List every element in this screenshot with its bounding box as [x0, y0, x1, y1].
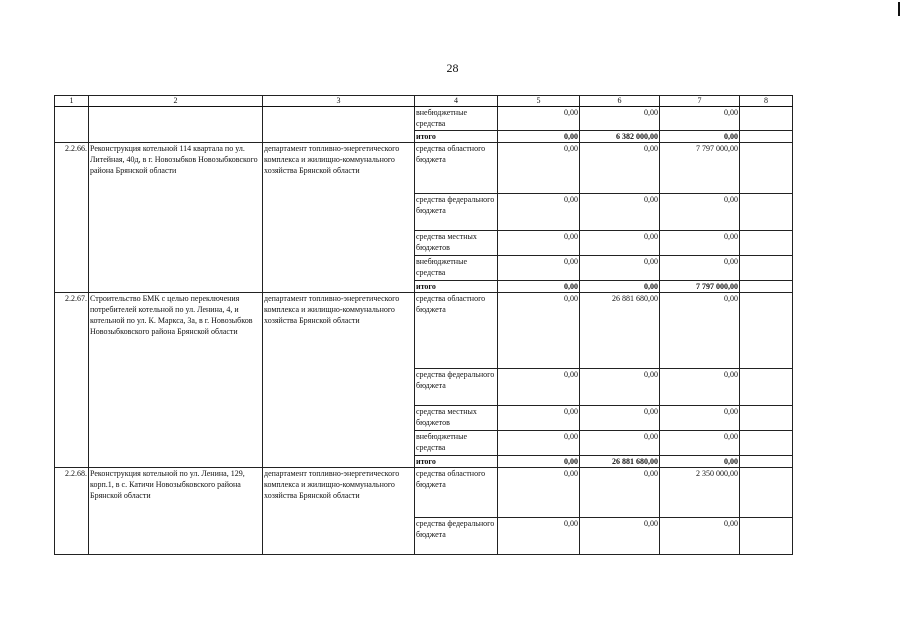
value-col8: [740, 107, 793, 131]
value-col6: 0,00: [580, 194, 660, 231]
funding-source: средства областного бюджета: [415, 293, 498, 369]
table-row: [55, 293, 793, 369]
table-row: [55, 143, 793, 194]
value-col6: 0,00: [580, 231, 660, 256]
column-header: 8: [740, 96, 793, 107]
item-number-cell: [55, 131, 89, 143]
value-col8: [740, 518, 793, 555]
value-col7: 7 797 000,00: [660, 143, 740, 194]
value-col8: [740, 256, 793, 281]
item-department: департамент топливно-энергетического комплекса и жилищно-коммунального хозяйства Брянской области: [263, 293, 415, 468]
value-col7: 0,00: [660, 369, 740, 406]
item-department: департамент топливно-энергетического комплекса и жилищно-коммунального хозяйства Брянской области: [263, 143, 415, 293]
value-col8: [740, 194, 793, 231]
item-number: 2.2.66.: [55, 143, 89, 293]
value-col5: 0,00: [498, 406, 580, 431]
value-col6: 0,00: [580, 406, 660, 431]
value-col7: 2 350 000,00: [660, 468, 740, 518]
value-col6: 0,00: [580, 107, 660, 131]
value-col7: 0,00: [660, 194, 740, 231]
value-col7: 0,00: [660, 293, 740, 369]
column-header: 1: [55, 96, 89, 107]
value-col8: [740, 131, 793, 143]
value-col6: 0,00: [580, 143, 660, 194]
value-col5: 0,00: [498, 281, 580, 293]
item-name-cell: [89, 131, 263, 143]
table-row: [55, 107, 793, 131]
value-col5: 0,00: [498, 293, 580, 369]
funding-source: средства областного бюджета: [415, 143, 498, 194]
table-row: [55, 468, 793, 518]
value-col6: 0,00: [580, 256, 660, 281]
item-department: департамент топливно-энергетического комплекса и жилищно-коммунального хозяйства Брянской области: [263, 468, 415, 555]
item-number-cell: [55, 107, 89, 131]
value-col7: 0,00: [660, 406, 740, 431]
funding-source: итого: [415, 281, 498, 293]
value-col8: [740, 431, 793, 456]
value-col5: 0,00: [498, 231, 580, 256]
value-col7: 0,00: [660, 231, 740, 256]
value-col5: 0,00: [498, 107, 580, 131]
value-col5: 0,00: [498, 194, 580, 231]
funding-source: внебюджетные средства: [415, 431, 498, 456]
value-col7: 0,00: [660, 131, 740, 143]
value-col6: 26 881 680,00: [580, 456, 660, 468]
funding-source: итого: [415, 131, 498, 143]
funding-source: средства местных бюджетов: [415, 231, 498, 256]
column-header: 5: [498, 96, 580, 107]
value-col6: 0,00: [580, 369, 660, 406]
funding-source: средства федерального бюджета: [415, 194, 498, 231]
page-number: 28: [446, 61, 459, 75]
value-col7: 0,00: [660, 107, 740, 131]
value-col6: 0,00: [580, 518, 660, 555]
value-col6: 0,00: [580, 468, 660, 518]
value-col7: 7 797 000,00: [660, 281, 740, 293]
scan-edge-mark: [898, 2, 900, 16]
item-number: 2.2.67.: [55, 293, 89, 468]
column-header: 2: [89, 96, 263, 107]
value-col6: 26 881 680,00: [580, 293, 660, 369]
item-dept-cell: [263, 131, 415, 143]
value-col5: 0,00: [498, 518, 580, 555]
value-col7: 0,00: [660, 431, 740, 456]
value-col8: [740, 468, 793, 518]
budget-table: [54, 95, 793, 555]
item-name: Реконструкция котельной 114 квартала по ул. Литейная, 40д, в г. Новозыбков Новозыбковского района Брянской области: [89, 143, 263, 293]
value-col8: [740, 293, 793, 369]
value-col8: [740, 406, 793, 431]
value-col5: 0,00: [498, 456, 580, 468]
value-col5: 0,00: [498, 431, 580, 456]
funding-source: средства федерального бюджета: [415, 518, 498, 555]
item-dept-cell: [263, 107, 415, 131]
column-header-row: [55, 96, 793, 107]
value-col6: 6 382 000,00: [580, 131, 660, 143]
value-col8: [740, 369, 793, 406]
column-header: 3: [263, 96, 415, 107]
value-col5: 0,00: [498, 131, 580, 143]
table-row: [55, 131, 793, 143]
column-header: 6: [580, 96, 660, 107]
value-col8: [740, 456, 793, 468]
value-col5: 0,00: [498, 256, 580, 281]
value-col7: 0,00: [660, 456, 740, 468]
value-col7: 0,00: [660, 518, 740, 555]
funding-source: средства областного бюджета: [415, 468, 498, 518]
funding-source: средства федерального бюджета: [415, 369, 498, 406]
funding-source: внебюджетные средства: [415, 107, 498, 131]
value-col7: 0,00: [660, 256, 740, 281]
value-col5: 0,00: [498, 468, 580, 518]
item-name: Реконструкция котельной по ул. Ленина, 129, корп.1, в с. Катичи Новозыбковского района Брянской области: [89, 468, 263, 555]
item-name: Строительство БМК с целью переключения потребителей котельной по ул. Ленина, 4, и котельной по ул. К. Маркса, 3а, в г. Новозыбков Новозыбковского района Брянской области: [89, 293, 263, 468]
funding-source: итого: [415, 456, 498, 468]
item-number: 2.2.68.: [55, 468, 89, 555]
value-col6: 0,00: [580, 281, 660, 293]
item-name-cell: [89, 107, 263, 131]
funding-source: средства местных бюджетов: [415, 406, 498, 431]
value-col8: [740, 231, 793, 256]
column-header: 4: [415, 96, 498, 107]
value-col6: 0,00: [580, 431, 660, 456]
funding-source: внебюджетные средства: [415, 256, 498, 281]
value-col8: [740, 143, 793, 194]
value-col8: [740, 281, 793, 293]
value-col5: 0,00: [498, 369, 580, 406]
column-header: 7: [660, 96, 740, 107]
value-col5: 0,00: [498, 143, 580, 194]
